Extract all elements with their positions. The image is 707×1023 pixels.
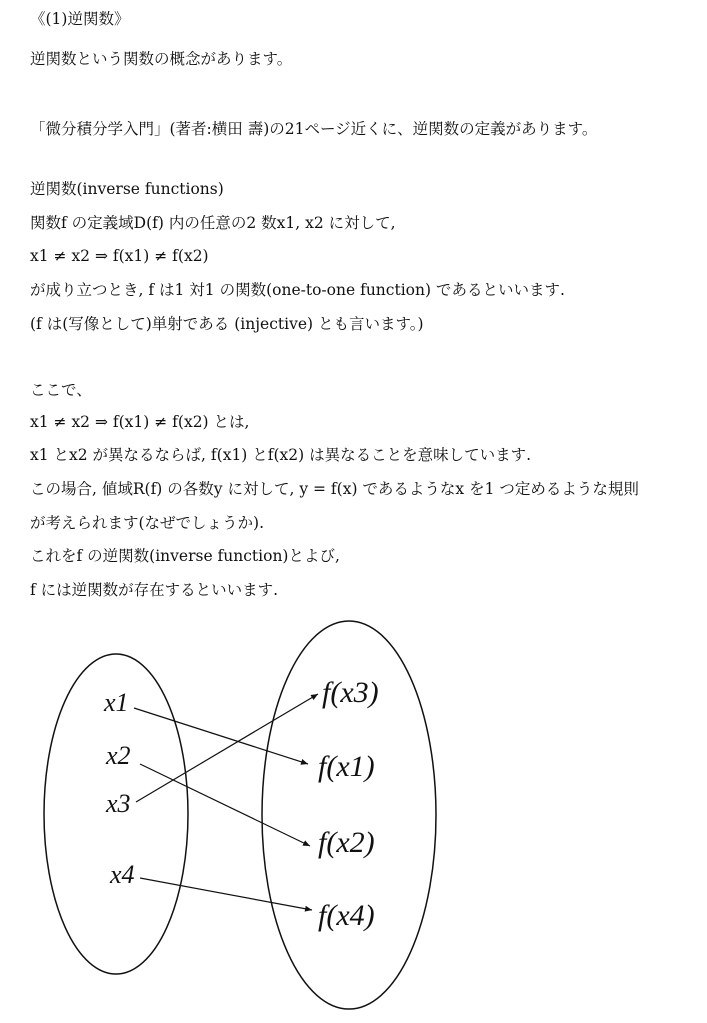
domain-label-x4: x4 [110,860,135,889]
explanation-formula: x1 ≠ x2 ⇒ f(x1) ≠ f(x2) とは, [30,413,250,431]
explanation-line-3: が考えられます(なぜでしょうか). [30,514,265,532]
domain-label-x2: x2 [106,741,131,770]
section-heading: 《(1)逆関数》 [30,10,130,28]
reference-line: 「微分積分学入門」(著者:横田 壽)の21ページ近くに、逆関数の定義があります。 [30,120,598,138]
codomain-label-fx1: f(x1) [318,750,375,783]
definition-line-1: 関数f の定義域D(f) 内の任意の2 数x1, x2 に対して, [30,214,396,232]
arrow-x4-to-fx4 [140,878,312,910]
domain-label-x3: x3 [106,789,131,818]
explanation-line-2: この場合, 値域R(f) の各数y に対して, y = f(x) であるようなx を1 つ定めるような規則 [30,480,639,498]
definition-line-2: が成り立つとき, f は1 対1 の関数(one-to-one function) であるといいます. [30,281,565,299]
explanation-line-5: f には逆関数が存在するといいます. [30,581,279,599]
definition-title: 逆関数(inverse functions) [30,180,224,198]
codomain-label-fx4: f(x4) [318,899,375,932]
domain-label-x1: x1 [104,688,129,717]
intro-line: 逆関数という関数の概念があります。 [30,50,293,68]
explanation-line-4: これをf の逆関数(inverse function)とよび, [30,547,340,565]
definition-line-3: (f は(写像として)単射である (injective) とも言います。) [30,315,424,333]
codomain-label-fx3: f(x3) [322,676,379,709]
explanation-start: ここで、 [30,381,92,399]
arrow-x2-to-fx2 [140,764,310,846]
arrow-x1-to-fx1 [134,708,308,764]
codomain-label-fx2: f(x2) [318,826,375,859]
arrow-x3-to-fx3 [136,694,318,802]
definition-formula: x1 ≠ x2 ⇒ f(x1) ≠ f(x2) [30,247,209,265]
explanation-line-1: x1 とx2 が異なるならば, f(x1) とf(x2) は異なることを意味しています. [30,446,532,464]
